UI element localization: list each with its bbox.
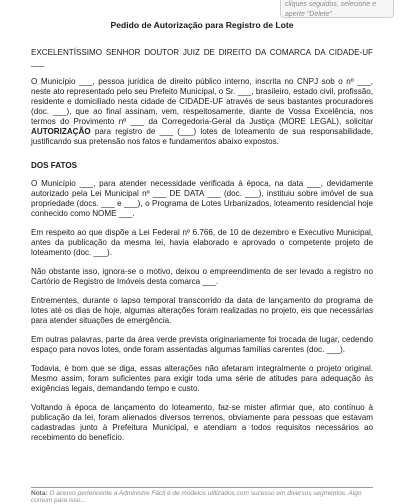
facts-paragraph-4[interactable]: Entrementes, durante o lapso temporal transcorrido da data de lançamento do programa de lotes até os dias de hoje, algumas alterações foram realizadas no projeto, eis que necessárias para atender situações de emergência. — [31, 296, 373, 325]
footer-note-text: O acervo pertencente a Administre Fácil é de modelos utilizados com sucesso em diversos segmentos. Algo comum para isso... — [31, 490, 362, 504]
facts-paragraph-7[interactable]: Voltando à época de lançamento do loteamento, faz-se mister afirmar que, ato contínuo à publicação da lei, foram alienados diversos terrenos, obviamente para pessoas que estavam cadastradas junto à Prefeitura Municipal, e atendiam a todos requisitos necessários ao recebimento do benefício. — [31, 403, 373, 442]
facts-paragraph-5[interactable]: Em outras palavras, parte da área verde prevista originariamente foi trocada de lugar, cedendo espaço para novos lotes, onde foram assentadas algumas famílias carentes (doc. ___). — [31, 335, 373, 354]
facts-paragraph-1[interactable]: O Município ___, para atender necessidade verificada à época, na data ___, devidamente autorizado pela Lei Municipal nº ___ DE DATA ___ (doc. ___), instituiu sobre imóvel de sua propriedade (docs. ___ e ___), o Programa de Lotes Urbanizados, loteamento residencial hoje conhecido como NOME ___. — [31, 179, 373, 218]
section-title-facts: DOS FATOS — [31, 161, 78, 170]
facts-paragraph-2[interactable]: Em respeito ao que dispõe a Lei Federal nº 6.766, de 10 de dezembro e Executivo Municipal, antes da publicação da mesma lei, havia elaborado e aprovado o competente projeto de loteamento (doc. ___). — [31, 228, 373, 257]
document-page — [31, 20, 373, 443]
footer-note — [31, 487, 373, 504]
intro-text-part-2: para registro de ___ (___) lotes de loteamento de sua responsabilidade, justificando sua pretensão nos fatos e fundamentos abaixo expostos. — [31, 127, 373, 146]
intro-bold-keyword: AUTORIZAÇÃO — [31, 127, 91, 136]
intro-paragraph[interactable] — [31, 77, 373, 147]
tooltip-line-2: aperte "Delete" — [285, 11, 332, 18]
facts-paragraph-6[interactable]: Todavia, é bom que se diga, essas alterações não afetaram integralmente o projeto original. Mesmo assim, foram suficientes para exigir toda uma série de atitudes para adequação às exigências legais, demandando tempo e custo. — [31, 364, 373, 393]
addressee-paragraph[interactable]: EXCELENTÍSSIMO SENHOR DOUTOR JUIZ DE DIREITO DA COMARCA DA CIDADE-UF ___ — [31, 48, 373, 67]
facts-paragraph-3[interactable]: Não obstante isso, ignora-se o motivo, deixou o empreendimento de ser levado a registro no Cartório de Registro de Imóveis desta comarca ___. — [31, 267, 373, 286]
intro-text-part-1: O Município ___, pessoa jurídica de direito público interno, inscrita no CNPJ sob o nº ___, neste ato representado pelo seu Prefeito Municipal, o Sr. ___, brasileiro, estado civil, profissão, residente e domiciliado nesta cidade de CIDADE-UF através de seus bastantes procuradores (doc. ___), que ao final assinam, vem, respeitosamente, diante de Vossa Excelência, nos termos do Provimento nº ___ da Corregedoria-Geral da Justiça (MORE LEGAL), solicitar — [31, 77, 373, 126]
footer-note-label: Nota: — [31, 490, 48, 497]
tooltip-line-1: cliques seguidos, selecione e — [285, 1, 377, 8]
editing-tip-tooltip — [280, 0, 394, 18]
document-title: Pedido de Autorização para Registro de Lote — [110, 20, 294, 30]
